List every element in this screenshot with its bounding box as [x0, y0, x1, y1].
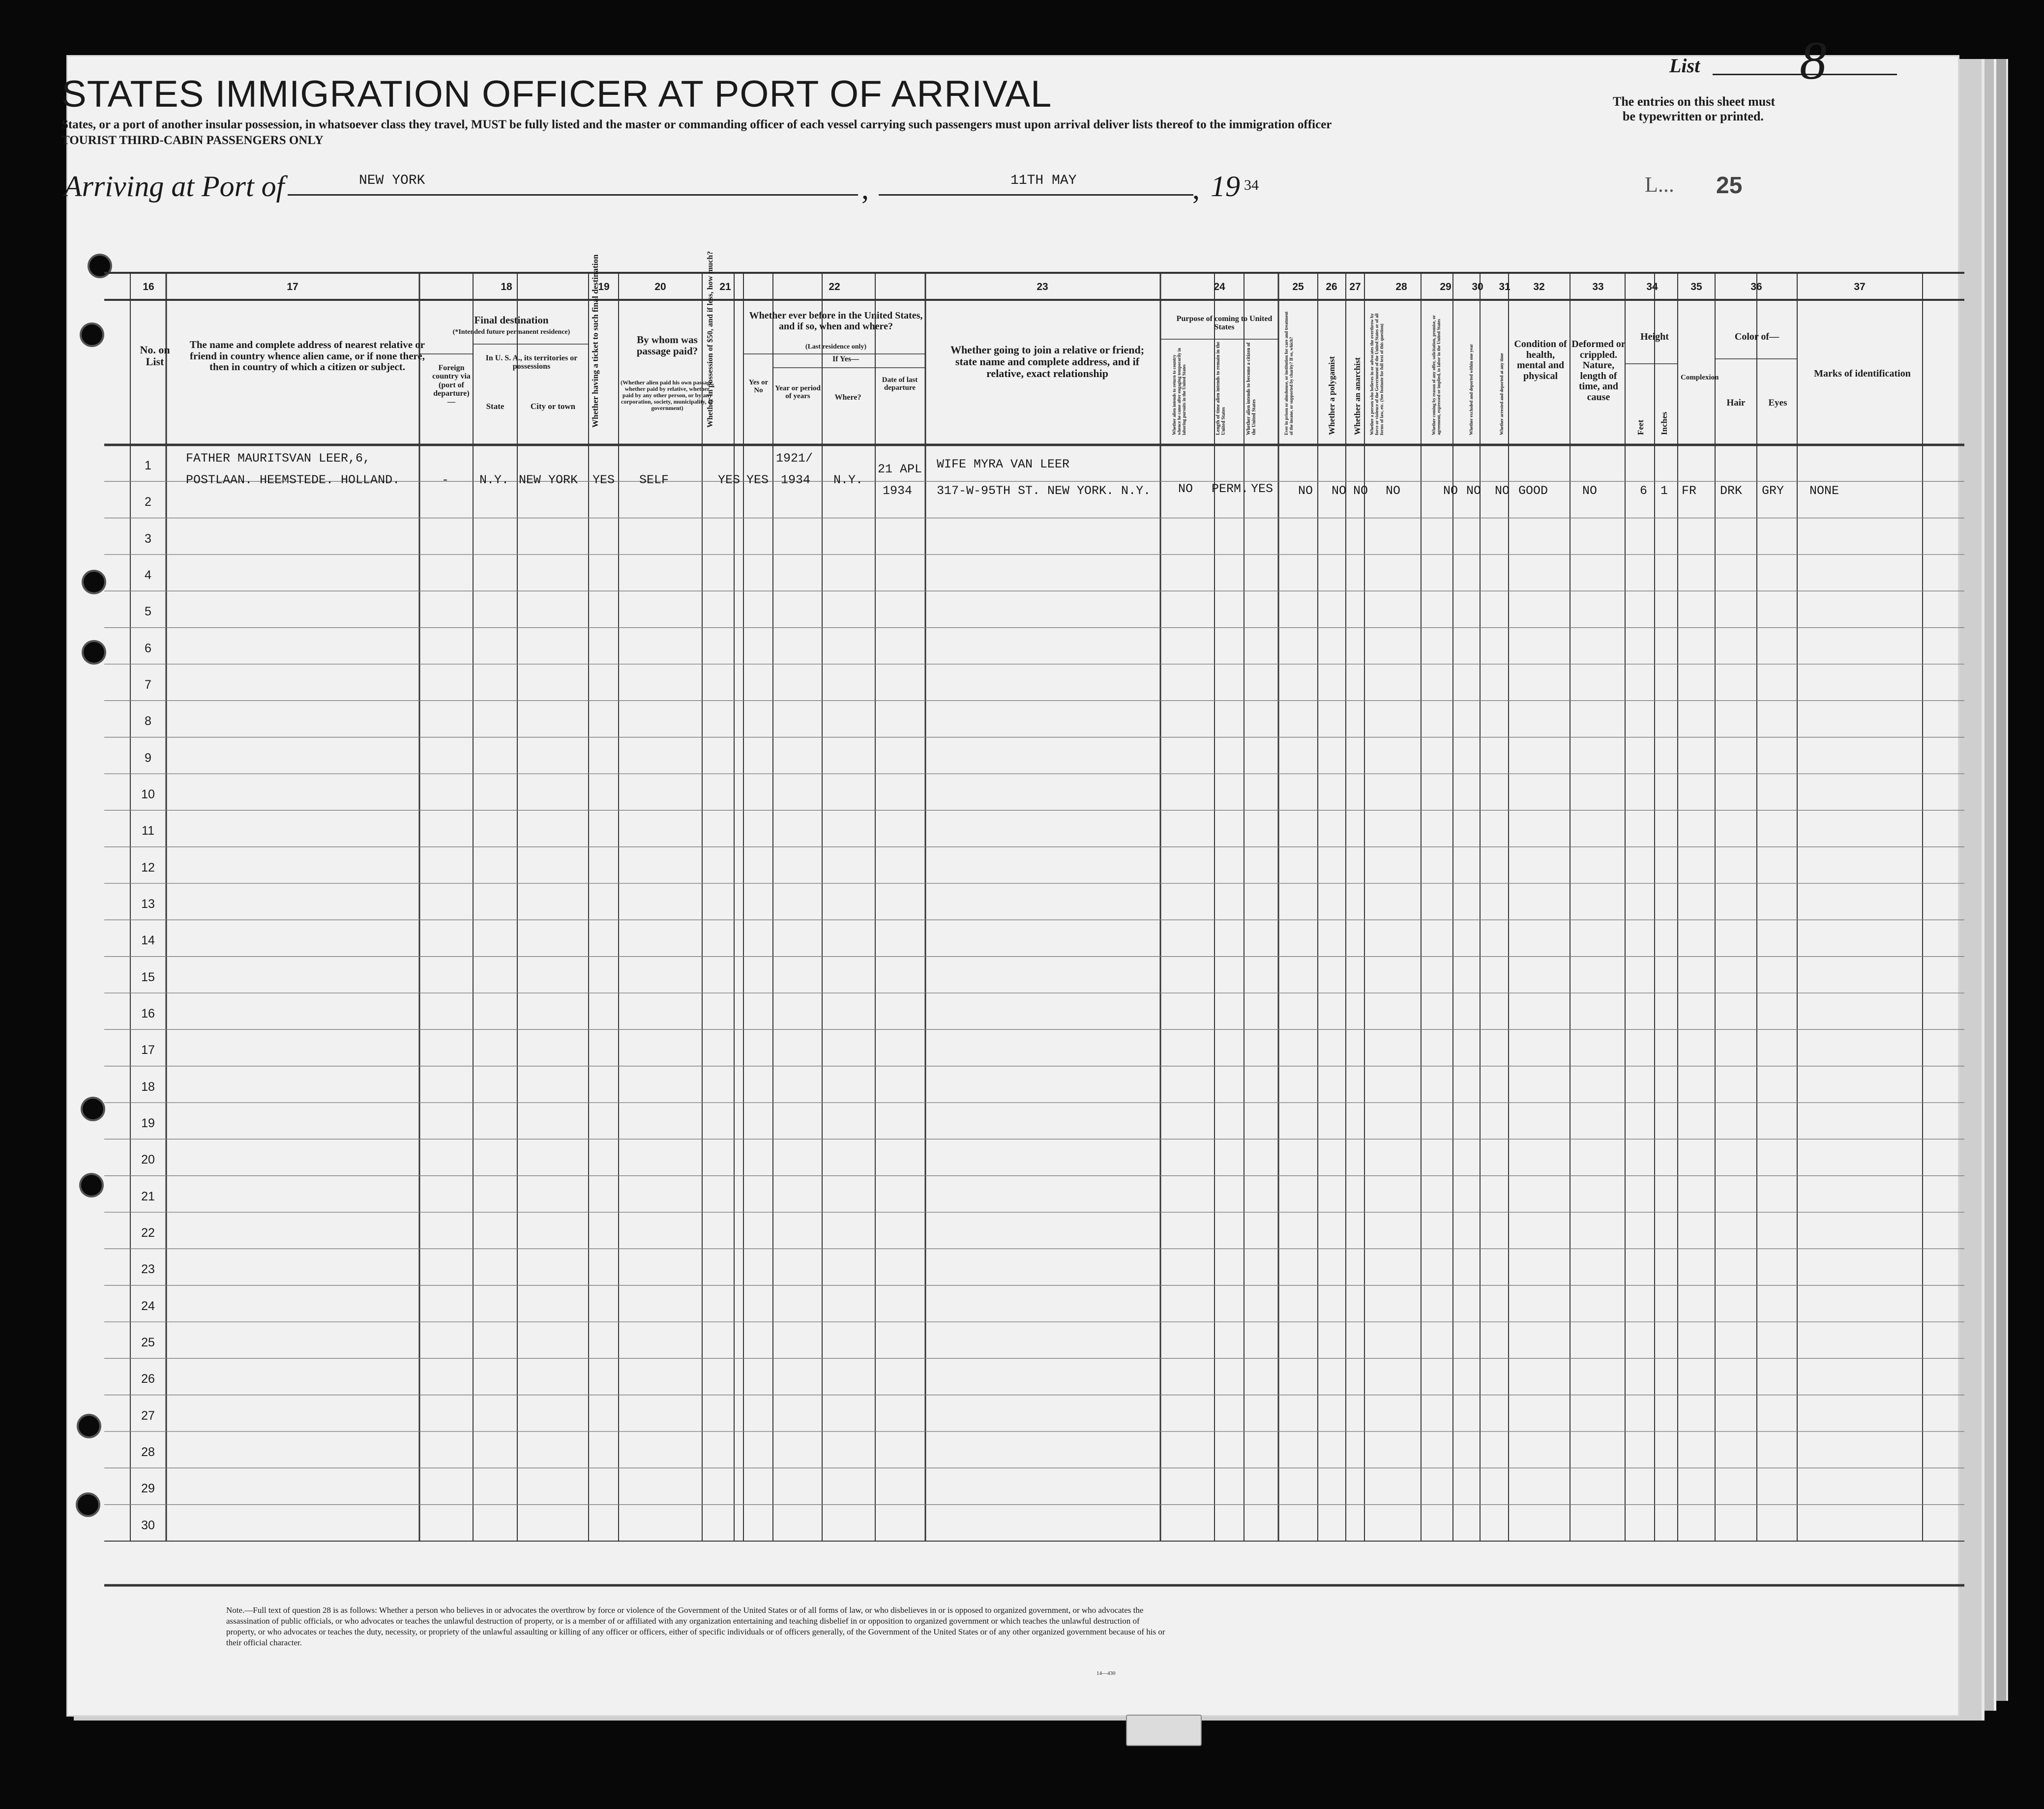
departure-value-2: 1934: [883, 484, 913, 498]
header-overthrow: Whether a person who believes in or advocates the overthrow by force or violence of the Government of the United States or of all forms of law, etc. (See footnote for full text of this question): [1369, 313, 1384, 435]
row-number: 27: [141, 1408, 155, 1423]
row-number: 11: [142, 824, 154, 838]
header-arrested: Whether arrested and deported at any time: [1499, 353, 1504, 435]
column-number: 33: [1592, 281, 1604, 292]
purpose-length-value: PERM.: [1212, 482, 1249, 496]
column-number: 29: [1440, 281, 1452, 292]
header-marks: Marks of identification: [1814, 368, 1911, 379]
column-number: 20: [654, 281, 666, 292]
year-suffix: 34: [1244, 177, 1259, 193]
labor-offer-value: NO: [1443, 484, 1458, 498]
hair-value: DRK: [1720, 484, 1743, 498]
state-value: N.Y.: [479, 473, 509, 487]
row-number: 25: [141, 1336, 155, 1349]
header-state: State: [486, 402, 504, 411]
row-number: 13: [141, 897, 155, 911]
departure-value-1: 21 APL: [878, 462, 922, 476]
header-purpose-citizen: Whether alien intends to become a citizen of the United States: [1246, 342, 1257, 435]
row-number: 23: [141, 1262, 155, 1277]
row-number: 12: [141, 860, 155, 875]
header-inches: Inches: [1659, 411, 1669, 435]
inches-value: 1: [1660, 484, 1668, 498]
row-number: 14: [141, 934, 155, 948]
years-value-1: 1921/: [776, 451, 813, 466]
header-usa: In U. S. A., its territories or possessions: [485, 354, 578, 371]
form-title: STATES IMMIGRATION OFFICER AT PORT OF ARRIVAL: [61, 73, 1052, 115]
header-list-no: No. on List: [140, 344, 170, 368]
anarchist-value: NO: [1353, 484, 1368, 498]
row-number: 17: [141, 1043, 155, 1057]
row-number: 16: [141, 1007, 155, 1021]
header-paid-by-sub: (Whether alien paid his own passage, whether paid by relative, whether paid by any other person, or by any corporation, society, municipality, or government): [621, 379, 714, 411]
list-number: 8: [1800, 30, 1827, 90]
header-excluded: Whether excluded and deported within one year: [1469, 344, 1474, 435]
ticket-value: YES: [592, 473, 615, 487]
row-number: 22: [141, 1226, 155, 1240]
row-number: 29: [141, 1482, 155, 1496]
form-instructions: States, or a port of another insular possession, in whatsoever class they travel, MUST be fully listed and the master or commanding officer of each vessel carrying such passengers must upon arrival deliver lists thereof to the immigration officer: [61, 118, 1332, 131]
header-ticket: Whether having a ticket to such final destination: [591, 254, 600, 428]
column-number: 35: [1690, 281, 1702, 292]
column-number: 24: [1214, 281, 1225, 292]
header-city: City or town: [530, 402, 576, 411]
header-health: Condition of health, mental and physical: [1514, 339, 1567, 381]
column-number: 37: [1854, 281, 1866, 292]
header-polygamist: Whether a polygamist: [1327, 356, 1336, 435]
header-hair: Hair: [1726, 398, 1746, 408]
paid-by-value: SELF: [639, 473, 669, 487]
row-number: 4: [145, 568, 151, 582]
margin-mark: L...: [1645, 173, 1674, 197]
separator: ,: [861, 173, 869, 205]
separator: ,: [1192, 173, 1200, 205]
port-value: NEW YORK: [359, 173, 425, 188]
passenger-class: TOURIST THIRD-CABIN PASSENGERS ONLY: [61, 134, 324, 147]
arriving-label: Arriving at Port of: [64, 170, 285, 203]
form-number: 14—430: [1096, 1670, 1116, 1676]
header-relative: The name and complete address of nearest relative or friend in country whence alien came, or if none there, then in country of which a citizen or subject.: [189, 339, 425, 373]
health-value: GOOD: [1518, 484, 1548, 498]
header-been-before-sub: (Last residence only): [805, 343, 867, 350]
column-number: 18: [501, 281, 512, 292]
purpose-return-value: NO: [1178, 482, 1193, 496]
column-number: 28: [1395, 281, 1407, 292]
header-join-relative: Whether going to join a relative or friend; state name and complete address, and if relative, exact relationship: [950, 344, 1145, 379]
header-eyes: Eyes: [1768, 398, 1787, 408]
column-number: 26: [1326, 281, 1337, 292]
row-number: 1: [145, 459, 151, 472]
list-label: List: [1669, 55, 1700, 77]
column-number: 21: [719, 281, 731, 292]
complexion-value: FR: [1682, 484, 1697, 498]
header-purpose: Purpose of coming to United States: [1176, 315, 1273, 332]
header-height: Height: [1640, 331, 1669, 342]
column-number: 34: [1646, 281, 1658, 292]
column-number: 31: [1499, 281, 1511, 292]
header-prison: Ever in prison or almshouse, or institution for care and treatment of the insane, or supported by charity? If so, which?: [1284, 311, 1294, 435]
row-number: 7: [145, 678, 151, 692]
row-number: 18: [141, 1080, 155, 1094]
column-number: 32: [1533, 281, 1545, 292]
row-number: 26: [141, 1372, 155, 1386]
column-number: 22: [829, 281, 840, 292]
typewritten-note: be typewritten or printed.: [1623, 109, 1764, 123]
header-year: Year or period of years: [775, 384, 821, 401]
header-purpose-return: Whether alien intends to return to country whence he came after engaging temporarily in laboring pursuits in the United States: [1172, 348, 1186, 435]
eyes-value: GRY: [1762, 484, 1784, 498]
row-number: 19: [141, 1116, 155, 1130]
polygamist-value: NO: [1332, 484, 1347, 498]
join-value-1: WIFE MYRA VAN LEER: [937, 457, 1070, 471]
overthrow-value: NO: [1386, 484, 1401, 498]
column-number: 16: [143, 281, 154, 292]
header-deformed: Deformed or crippled. Nature, length of time, and cause: [1571, 339, 1626, 403]
header-feet: Feet: [1636, 419, 1645, 435]
arrested-value: NO: [1495, 484, 1510, 498]
row-number: 8: [145, 714, 151, 729]
header-anarchist: Whether an anarchist: [1353, 357, 1362, 435]
header-color: Color of—: [1734, 331, 1779, 342]
been-before-value: YES: [746, 473, 769, 487]
header-fifty-dollars: Whether in possession of $50, and if less, how much?: [706, 251, 714, 428]
relative-line-1: FATHER MAURITSVAN LEER,6,: [186, 451, 371, 466]
footnote: Note.—Full text of question 28 is as follows: Whether a person who believes in or advocates the overthrow by force or violence of the Government of the United States or of all forms of law, or who disbelieves in or is opposed to organized government, or who advocates the assassination of public officials, or who advocates or teaches the unlawful destruction of property, or is a member of or affiliated with any organization entertaining and teaching disbelief in or opposition to organized government or which teaches the unlawful destruction of property, or who advocates or teaches the duty, necessity, or propriety of the unlawful assaulting or killing of any officer or officers, either of specific individuals or of officers generally, of the Government of the United States or of any other organized government because of his or their official character.: [226, 1605, 1165, 1647]
header-foreign-via: Foreign country via (port of departure)—: [432, 364, 471, 407]
column-number: 30: [1472, 281, 1483, 292]
header-been-before: Whether ever before in the United States, and if so, when and where?: [749, 310, 923, 332]
row-number: 21: [141, 1189, 155, 1203]
header-destination: Final destination: [474, 314, 549, 326]
column-number: 17: [287, 281, 298, 292]
header-where: Where?: [834, 393, 861, 402]
row-number: 2: [145, 495, 151, 509]
join-value-2: 317-W-95TH ST. NEW YORK. N.Y.: [937, 484, 1151, 498]
row-number: 10: [141, 788, 155, 801]
column-number: 27: [1349, 281, 1361, 292]
typewritten-note: The entries on this sheet must: [1613, 94, 1776, 109]
column-number: 23: [1037, 281, 1048, 292]
prison-value: NO: [1298, 484, 1313, 498]
header-destination-sub: (*Intended future permanent residence): [452, 328, 570, 336]
row-number: 6: [145, 641, 151, 655]
row-number: 15: [141, 970, 155, 984]
feet-value: 6: [1640, 484, 1648, 498]
header-paid-by: By whom was passage paid?: [636, 334, 698, 357]
column-number: 19: [598, 281, 610, 292]
column-number: 25: [1292, 281, 1304, 292]
where-value: N.Y.: [833, 473, 863, 487]
foreign-via-value: -: [442, 473, 449, 487]
row-number: 30: [141, 1518, 155, 1532]
row-number: 3: [145, 531, 151, 546]
row-number: 9: [145, 751, 151, 765]
years-value-2: 1934: [781, 473, 811, 487]
row-number: 5: [145, 605, 151, 619]
header-labor-offer: Whether coming by reason of any offer, solicitation, promise, or agreement, expressed or implied, to labor in the United States: [1431, 315, 1441, 435]
row-number: 28: [141, 1445, 155, 1459]
header-purpose-length: Length of time alien intends to remain in the United States: [1215, 342, 1226, 435]
margin-number: 25: [1716, 173, 1743, 199]
header-date-departure: Date of last departure: [882, 376, 918, 392]
row-number: 24: [141, 1299, 155, 1313]
excluded-value: NO: [1466, 484, 1481, 498]
column-number: 36: [1750, 281, 1762, 292]
purpose-citizen-value: YES: [1251, 482, 1274, 496]
has-fifty-value: YES: [718, 473, 741, 487]
year-prefix: 19: [1211, 170, 1240, 203]
header-complexion: Complexion: [1681, 374, 1719, 381]
row-number: 20: [141, 1153, 155, 1167]
marks-value: NONE: [1809, 484, 1839, 498]
relative-line-2: POSTLAAN. HEEMSTEDE. HOLLAND.: [186, 473, 400, 487]
city-value: NEW YORK: [519, 473, 578, 487]
deformed-value: NO: [1582, 484, 1598, 498]
arrival-date: 11TH MAY: [1010, 173, 1077, 188]
header-if-yes: If Yes—: [832, 355, 859, 363]
header-yes-no: Yes or No: [748, 379, 769, 395]
